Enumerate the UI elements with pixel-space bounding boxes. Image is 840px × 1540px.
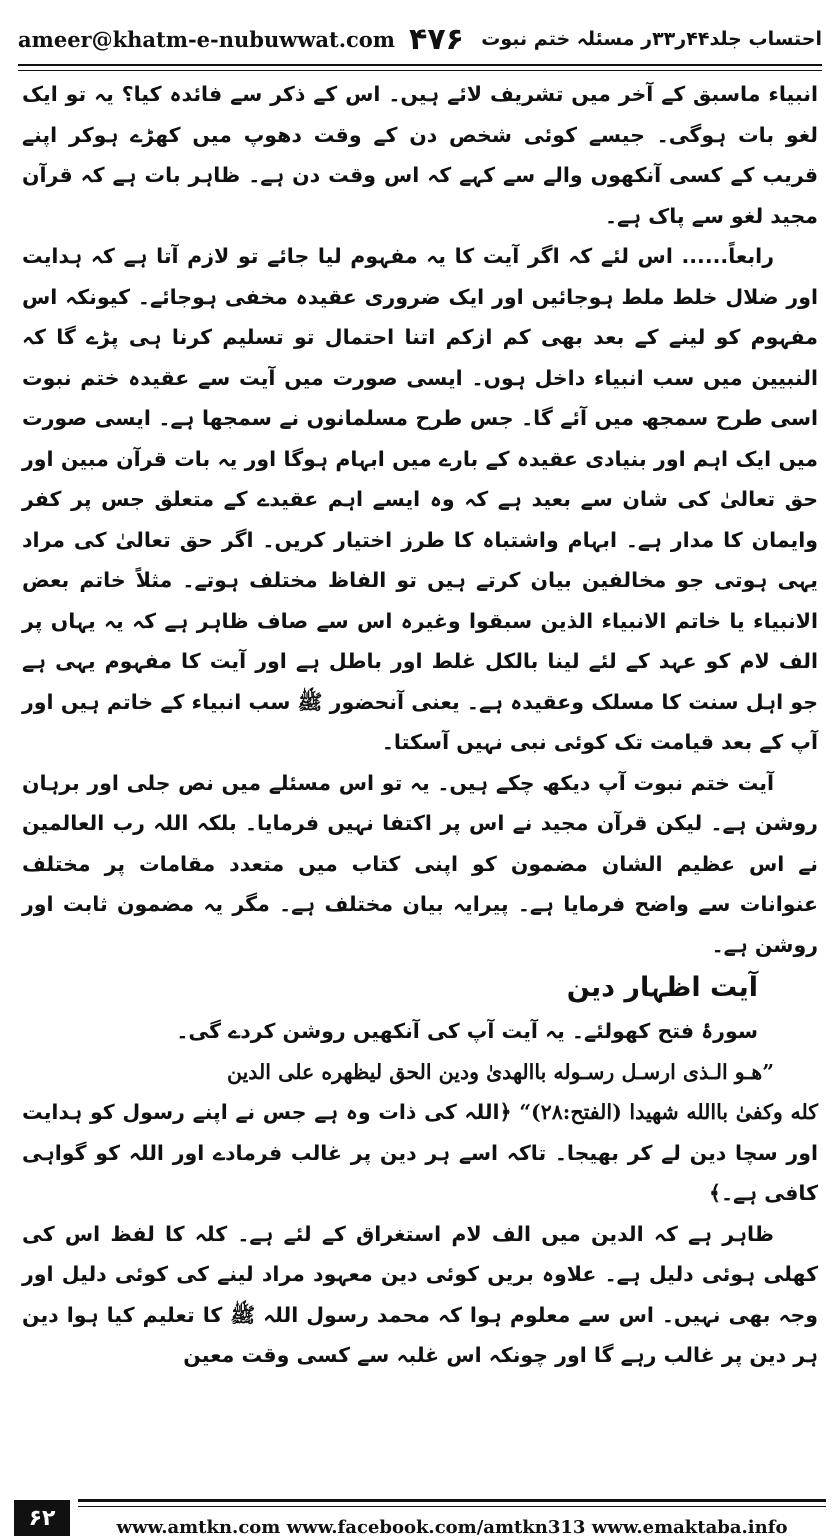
paragraph-3: آیت ختم نبوت آپ دیکھ چکے ہیں۔ یہ تو اس مسئلے میں نص جلی اور برہان روشن ہے۔ لیکن قرآن مجید نے اس پر اکتفا نہیں فرمایا۔ بلکہ اللہ رب العالمین نے اس عظیم الشان مضمون کو اپنی کتاب میں متعدد مقامات پر مختلف عنوانات سے واضح فرمایا ہے۔ پیرایہ بیان مختلف ہے۔ مگر یہ مضمون ثابت اور روشن ہے۔	[22, 770, 818, 957]
header-email[interactable]: ameer@khatm-e-nubuwwat.com	[18, 26, 396, 52]
quran-quote-line-2: كله وكفىٰ باالله شهيدا (الفتح:٢٨)“	[519, 1100, 819, 1124]
header-left	[18, 22, 464, 57]
running-title: احتساب جلد۴۴ر۳۳ر مسئلہ ختم نبوت	[481, 28, 822, 50]
quran-quote-line-1: ”هـو الـذی ارسـل رسـوله باالهدیٰ ودين الحق ليظهره على الدين	[226, 1059, 774, 1084]
page-footer	[14, 1497, 826, 1539]
section-intro: سورۂ فتح کھولئے۔ یہ آیت آپ کی آنکھیں روشن کردے گی۔	[176, 1019, 758, 1043]
paragraph-2: رابعاً...... اس لئے کہ اگر آیت کا یہ مفہوم لیا جائے تو لازم آتا ہے کہ ہدایت اور ضلال خلط ملط ہوجائیں اور ایک ضروری عقیدہ مخفی ہوجائے۔ کیونکہ اس مفہوم کو لینے کے بعد بھی کم ازکم اتنا احتمال تو تسلیم کرنا ہی پڑے گا کہ النبیین میں سب انبیاء داخل ہوں۔ ایسی صورت میں آیت سے عقیدہ ختم نبوت اسی طرح سمجھ میں آئے گا۔ جس طرح مسلمانوں نے سمجھا ہے۔ ایسی صورت میں ایک اہم اور بنیادی عقیدہ کے بارے میں ابہام ہوگا اور یہ بات قرآن مبین اور حق تعالیٰ کی شان سے بعید ہے کہ وہ ایسے اہم عقیدے کے متعلق جس پر کفر وایمان کا مدار ہے۔ ابہام واشتباہ کا طرز اختیار کریں۔ اگر حق تعالیٰ کی مراد یہی ہوتی جو مخالفین بیان کرتے ہیں تو الفاظ مختلف ہوتے۔ مثلاً خاتم بعض الانبیاء یا خاتم الانبیاء الذین سبقوا وغیرہ اس سے صاف ظاہر ہے کہ یہ یہاں پر الف لام کو عہد کے لئے لینا بالکل غلط اور باطل ہے اور آیت کا مفہوم یہی ہے جو اہل سنت کا مسلک وعقیدہ ہے۔ یعنی آنحضور ﷺ سب انبیاء کے خاتم ہیں اور آپ کے بعد قیامت تک کوئی نبی نہیں آسکتا۔	[22, 244, 818, 754]
footer-bar	[78, 1499, 826, 1538]
paragraph-1: انبیاء ماسبق کے آخر میں تشریف لائے ہیں۔ اس کے ذکر سے فائدہ کیا؟ یہ تو ایک لغو بات ہوگی۔ جیسے کوئی شخص دن کے وقت دھوپ میں کھڑے ہوکر اپنے قریب کے کسی آنکھوں والے سے کہے کہ اس وقت دن ہے۔ ظاہر بات ہے کہ قرآن مجید لغو سے پاک ہے۔	[22, 82, 818, 228]
paragraph-4: ظاہر ہے کہ الدین میں الف لام استغراق کے لئے ہے۔ کلہ کا لفظ اس کی کھلی ہوئی دلیل ہے۔ علاوہ بریں کوئی دین معہود مراد لینے کی کوئی دلیل اور وجہ بھی نہیں۔ اس سے معلوم ہوا کہ محمد رسول اللہ ﷺ کا تعلیم کیا ہوا دین ہر دین پر غالب رہے گا اور چونکہ اس غلبہ سے کسی وقت معین	[22, 1221, 818, 1367]
footer-websites[interactable]: www.amtkn.com www.facebook.com/amtkn313 www.emaktaba.info	[116, 1516, 788, 1538]
quote-translation: ﴿اللہ کی ذات وہ ہے جس نے اپنے رسول کو ہدایت اور سچا دین لے کر بھیجا۔ تاکہ اسے ہر دین پر غالب فرمادے اور اللہ کو گواہی کافی ہے۔﴾	[22, 1100, 818, 1205]
header-page-number: ۴۷۶	[409, 21, 464, 57]
footer-page-number: ۶۲	[14, 1500, 70, 1536]
page-body	[22, 74, 818, 1376]
section-heading: آیت اظہار دین	[566, 972, 758, 1003]
header-rule	[18, 64, 822, 71]
quran-quote-block	[22, 1092, 818, 1214]
page-header	[18, 14, 822, 64]
